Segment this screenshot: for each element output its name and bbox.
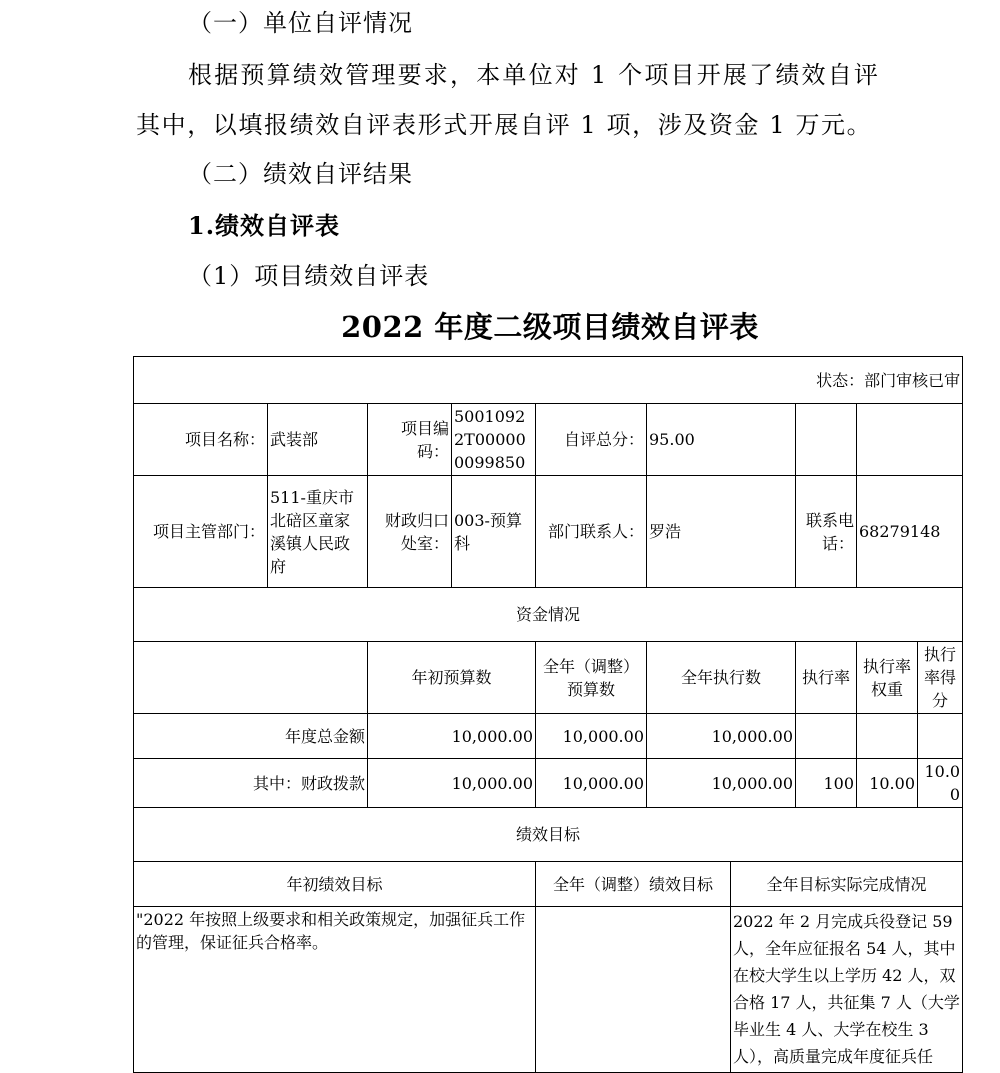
funds-header-adjusted: 全年（调整）预算数 — [536, 642, 647, 714]
project-name-label: 项目名称： — [134, 404, 268, 476]
funds-weight-value: 10.00 — [857, 759, 918, 808]
funds-row-label: 其中：财政拨款 — [134, 759, 368, 808]
goals-content-row — [134, 907, 963, 1073]
status-row — [134, 357, 963, 404]
contact-value: 罗浩 — [647, 476, 796, 588]
funds-row-fiscal — [134, 759, 963, 808]
funds-score-value: 10.00 — [918, 759, 963, 808]
department-row — [134, 476, 963, 588]
finance-value: 003-预算科 — [452, 476, 536, 588]
funds-header-rate: 执行率 — [796, 642, 857, 714]
paragraph-line-2: 其中，以填报绩效自评表形式开展自评 1 项，涉及资金 1 万元。 — [136, 111, 873, 139]
funds-header-executed: 全年执行数 — [647, 642, 796, 714]
funds-adjusted-value: 10,000.00 — [536, 759, 647, 808]
goals-header-row — [134, 862, 963, 907]
funds-section-row — [134, 588, 963, 642]
goals-adjusted-text — [536, 907, 731, 1073]
project-name-value: 武装部 — [268, 404, 368, 476]
funds-row-label: 年度总金额 — [134, 714, 368, 759]
self-eval-form-table — [133, 356, 963, 1073]
goals-header-initial: 年初绩效目标 — [134, 862, 536, 907]
funds-header-initial: 年初预算数 — [368, 642, 536, 714]
contact-label: 部门联系人： — [536, 476, 647, 588]
subheading-project-table: （1）项目绩效自评表 — [188, 262, 430, 290]
funds-header-weight: 执行率权重 — [857, 642, 918, 714]
goals-section-row — [134, 808, 963, 862]
funds-section-label: 资金情况 — [134, 588, 963, 642]
empty-cell — [857, 404, 963, 476]
funds-rate-value: 100 — [796, 759, 857, 808]
self-score-value: 95.00 — [647, 404, 796, 476]
funds-adjusted-value: 10,000.00 — [536, 714, 647, 759]
dept-label: 项目主管部门： — [134, 476, 268, 588]
funds-executed-value: 10,000.00 — [647, 759, 796, 808]
phone-value: 68279148 — [857, 476, 963, 588]
project-code-label: 项目编码： — [368, 404, 452, 476]
project-code-value: 50010922T000000099850 — [452, 404, 536, 476]
finance-label: 财政归口处室： — [368, 476, 452, 588]
paragraph-line-1: 根据预算绩效管理要求，本单位对 1 个项目开展了绩效自评 — [188, 61, 881, 89]
funds-rate-value — [796, 714, 857, 759]
funds-score-value — [918, 714, 963, 759]
funds-weight-value — [857, 714, 918, 759]
phone-label: 联系电话： — [796, 476, 857, 588]
funds-initial-value: 10,000.00 — [368, 759, 536, 808]
funds-header-blank — [134, 642, 368, 714]
table-title: 2022 年度二级项目绩效自评表 — [341, 310, 759, 344]
section-heading-results: （二）绩效自评结果 — [188, 160, 413, 188]
subheading-self-eval-table: 1.绩效自评表 — [188, 211, 341, 240]
goals-section-label: 绩效目标 — [134, 808, 963, 862]
funds-row-total — [134, 714, 963, 759]
funds-header-row — [134, 642, 963, 714]
funds-initial-value: 10,000.00 — [368, 714, 536, 759]
goals-actual-text: 2022 年 2 月完成兵役登记 59 人，全年应征报名 54 人，其中在校大学生以上学历 42 人，双合格 17 人，共征集 7 人（大学毕业生 4 人、大学在校生 3 人），高质量完成年度征兵任 — [731, 907, 963, 1073]
goals-initial-text: "2022 年按照上级要求和相关政策规定，加强征兵工作的管理，保证征兵合格率。 — [134, 907, 536, 1073]
funds-header-score: 执行率得分 — [918, 642, 963, 714]
dept-value: 511-重庆市北碚区童家溪镇人民政府 — [268, 476, 368, 588]
self-score-label: 自评总分： — [536, 404, 647, 476]
section-heading-unit-self-eval: （一）单位自评情况 — [188, 9, 413, 37]
goals-header-actual: 全年目标实际完成情况 — [731, 862, 963, 907]
funds-executed-value: 10,000.00 — [647, 714, 796, 759]
goals-header-adjusted: 全年（调整）绩效目标 — [536, 862, 731, 907]
project-name-row — [134, 404, 963, 476]
status-cell: 状态：部门审核已审 — [134, 357, 963, 404]
empty-cell — [796, 404, 857, 476]
